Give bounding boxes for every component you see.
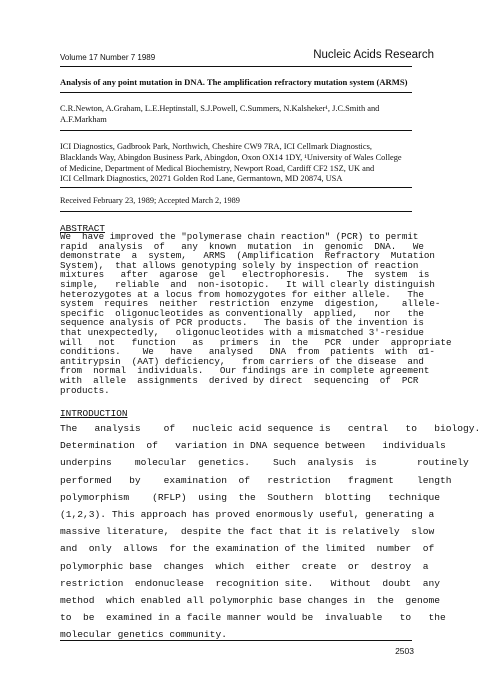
affiliation-line: ICI Cellmark Diagnostics, 20271 Golden Rod Lane, Germantown, MD 20874, USA <box>60 174 343 184</box>
abstract-line: We have improved the "polymerase chain reaction" (PCR) to permit <box>60 231 419 242</box>
introduction-line: The analysis of nucleic acid sequence is central to biology. <box>60 423 480 434</box>
affiliations <box>60 142 420 185</box>
abstract-line: from normal individuals. Our findings are in complete agreement <box>60 365 430 377</box>
abstract-line: demonstrate a system, ARMS (Amplification Refractory Mutation <box>60 250 435 262</box>
introduction-line: performed by examination of restriction fragment length <box>60 474 452 486</box>
abstract-line: with allele assignments derived by direct sequencing of PCR <box>60 374 419 386</box>
author-list <box>60 104 415 125</box>
abstract-line: heterozygotes at a locus from homozygotes for either allele. The <box>60 288 424 300</box>
introduction-line: and only allows for the examination of the limited number of <box>60 543 435 555</box>
abstract-line: System), that allows genotyping solely by inspection of reaction <box>60 259 419 271</box>
abstract-line: mixtures after agarose gel electrophoresis. The system is <box>60 269 430 281</box>
introduction-body <box>60 420 480 644</box>
abstract-line: rapid analysis of any known mutation in genomic DNA. We <box>60 240 424 252</box>
affiliation-line: of Medicine, Department of Medical Biochemistry, Newport Road, Cardiff CF2 1SZ, UK and <box>60 163 375 173</box>
introduction-line: molecular genetics community. <box>60 629 227 641</box>
abstract-line: system requires neither restriction enzyme digestion, allele- <box>60 298 441 310</box>
affiliation-rule <box>60 187 412 188</box>
abstract-body <box>60 231 452 396</box>
introduction-line: restriction endonuclease recognition site. Without doubt any <box>60 577 440 589</box>
title-rule <box>60 92 412 93</box>
author-line: C.R.Newton, A.Graham, L.E.Heptinstall, S.J.Powell, C.Summers, N.Kalsheker¹, J.C.Smith and <box>60 104 380 113</box>
introduction-line: (1,2,3). This approach has proved enormously useful, generating a <box>60 509 435 521</box>
abstract-line: simple, reliable and non-isotopic. It will clearly distinguish <box>60 278 435 290</box>
abstract-line: sequence analysis of PCR products. The basis of the invention is <box>60 317 424 329</box>
volume-info: Volume 17 Number 7 1989 <box>60 53 156 62</box>
introduction-line: method which enabled all polymorphic base changes in the genome <box>60 595 440 607</box>
abstract-line: that unexpectedly, oligonucleotides with a mismatched 3'-residue <box>60 326 424 338</box>
introduction-line: underpins molecular genetics. Such analysis is routinely <box>60 457 469 469</box>
introduction-line: polymorphism (RFLP) using the Southern blotting technique <box>60 491 440 503</box>
author-line: A.F.Markham <box>60 114 107 124</box>
introduction-line: Determination of variation in DNA sequence between individuals <box>60 440 446 452</box>
abstract-line: conditions. We have analysed DNA from patients with α1- <box>60 346 435 358</box>
abstract-heading: ABSTRACT <box>60 223 106 234</box>
received-rule <box>60 211 412 212</box>
abstract-line: will not function as primers in the PCR under appropriate <box>60 336 452 348</box>
abstract-line: products. <box>60 384 110 396</box>
abstract-line: specific oligonucleotides as conventionally applied, nor the <box>60 307 424 319</box>
header-rule <box>60 66 412 67</box>
introduction-line: to be examined in a facile manner would be invaluable to the <box>60 612 446 624</box>
page-number: 2503 <box>395 646 414 656</box>
introduction-line: polymorphic base changes which either create or destroy a <box>60 560 429 572</box>
article-title: Analysis of any point mutation in DNA. The amplification refractory mutation system (ARMS) <box>60 77 408 87</box>
footer-rule <box>60 640 412 641</box>
abstract-line: antitrypsin (AAT) deficiency, from carriers of the disease and <box>60 355 424 367</box>
affiliation-line: ICI Diagnostics, Gadbrook Park, Northwich, Cheshire CW9 7RA, ICI Cellmark Diagnostics, <box>60 142 372 151</box>
received-dates: Received February 23, 1989; Accepted March 2, 1989 <box>60 196 240 205</box>
introduction-heading: INTRODUCTION <box>60 408 128 419</box>
introduction-line: massive literature, despite the fact that it is relatively slow <box>60 526 435 538</box>
affiliation-line: Blacklands Way, Abingdon Business Park, Abingdon, Oxon OX14 1DY, ¹University of Wales College <box>60 152 402 162</box>
authors-rule <box>60 130 412 131</box>
journal-name: Nucleic Acids Research <box>313 49 434 61</box>
